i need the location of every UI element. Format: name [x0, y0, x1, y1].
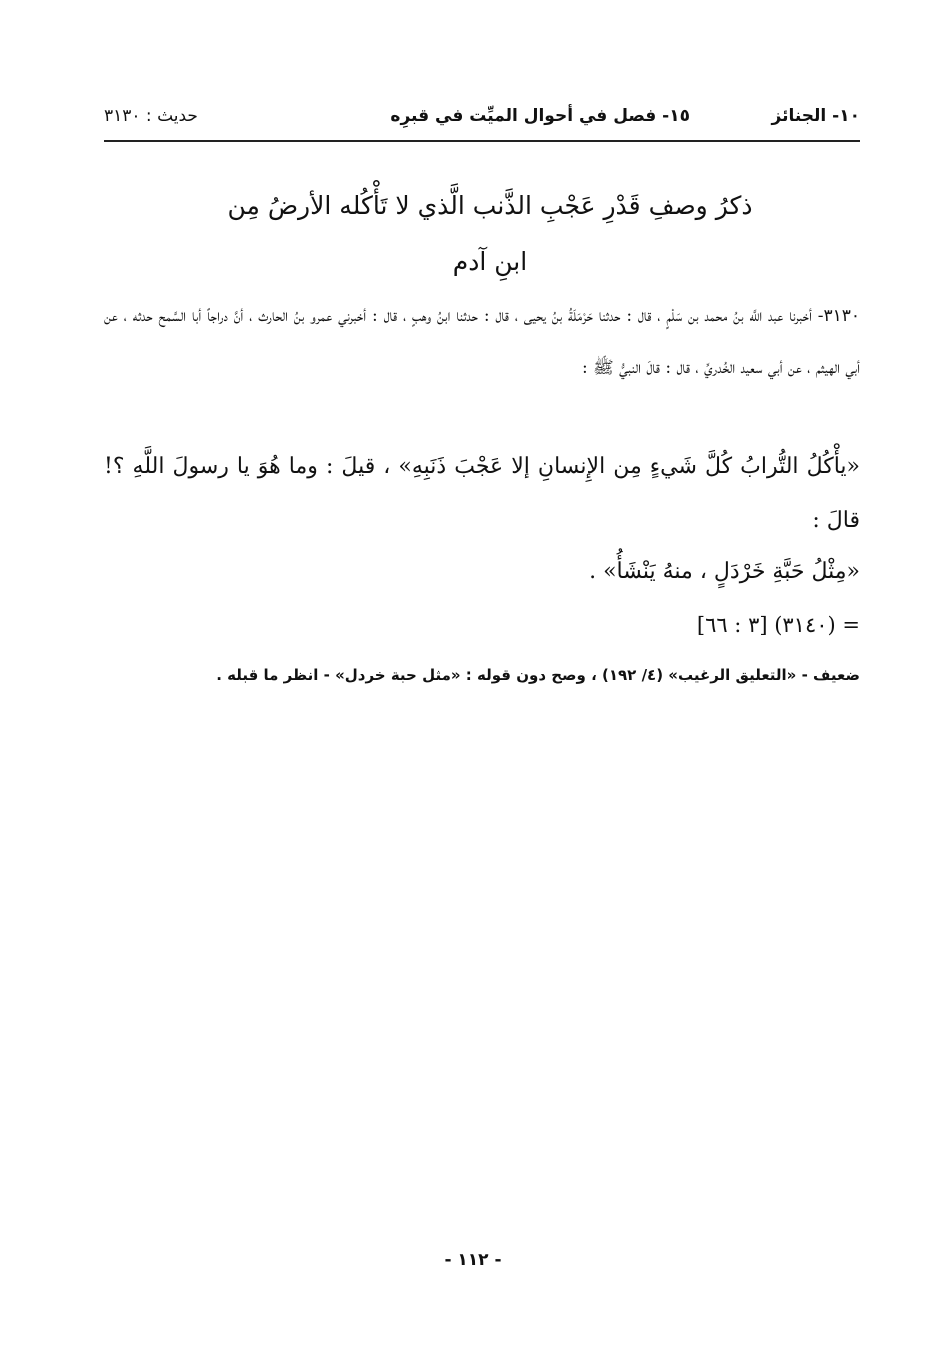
page-number: - ١١٢ -	[444, 1250, 502, 1270]
section-title	[120, 178, 860, 290]
section-title-line-1: ذكرُ وصفِ قَدْرِ عَجْبِ الذَّنب الَّذي لا تَأْكُله الأرضُ مِن	[227, 191, 753, 220]
hadith-matn-part-2: «مِثْلُ حَبَّةِ خَرْدَلٍ ، منهُ يَنْشَأُ» .	[589, 559, 860, 584]
header-divider	[104, 140, 860, 142]
hadith-matn-part-1: «يأْكُلُ التُّرابُ كُلَّ شَيءٍ مِن الإِنسانِ إلا عَجْبَ ذَنَبِهِ» ، قيلَ : وما هُوَ يا رسولَ اللَّهِ ؟! قالَ :	[104, 454, 860, 533]
grading-footnote: ضعيف - «التعليق الرغيب» (٤/ ١٩٢) ، وصح دون قوله : «مثل حبة خردل» - انظر ما قبله .	[216, 666, 860, 684]
section-title-line-2: ابنِ آدم	[452, 247, 528, 276]
running-header	[104, 100, 860, 136]
cross-reference: = (٣١٤٠) [٣ : ٦٦]	[696, 613, 860, 637]
hadith-isnad: ٣١٣٠- أخبرنا عبد اللَّه بنُ محمد بن سَلْمٍ ، قال : حدثنا حَرْمَلَةُ بنُ يحيى ، قال : حدثنا ابنُ وهبٍ ، قال : أخبرني عمرو بنُ الحارث ، أنَّ دراجاً أبا السَّمح حدثه ، عن أبي الهيثم ، عن أبي سعيد الخُدريِّ ، قال : قالَ النبيُّ ﷺ :	[104, 306, 860, 378]
header-hadith-number: حديث : ٣١٣٠	[104, 106, 198, 126]
header-book-title: ١٠- الجنائز	[771, 106, 860, 126]
header-chapter-title: ١٥- فصل في أحوال الميِّت في قبرِه	[390, 106, 690, 126]
